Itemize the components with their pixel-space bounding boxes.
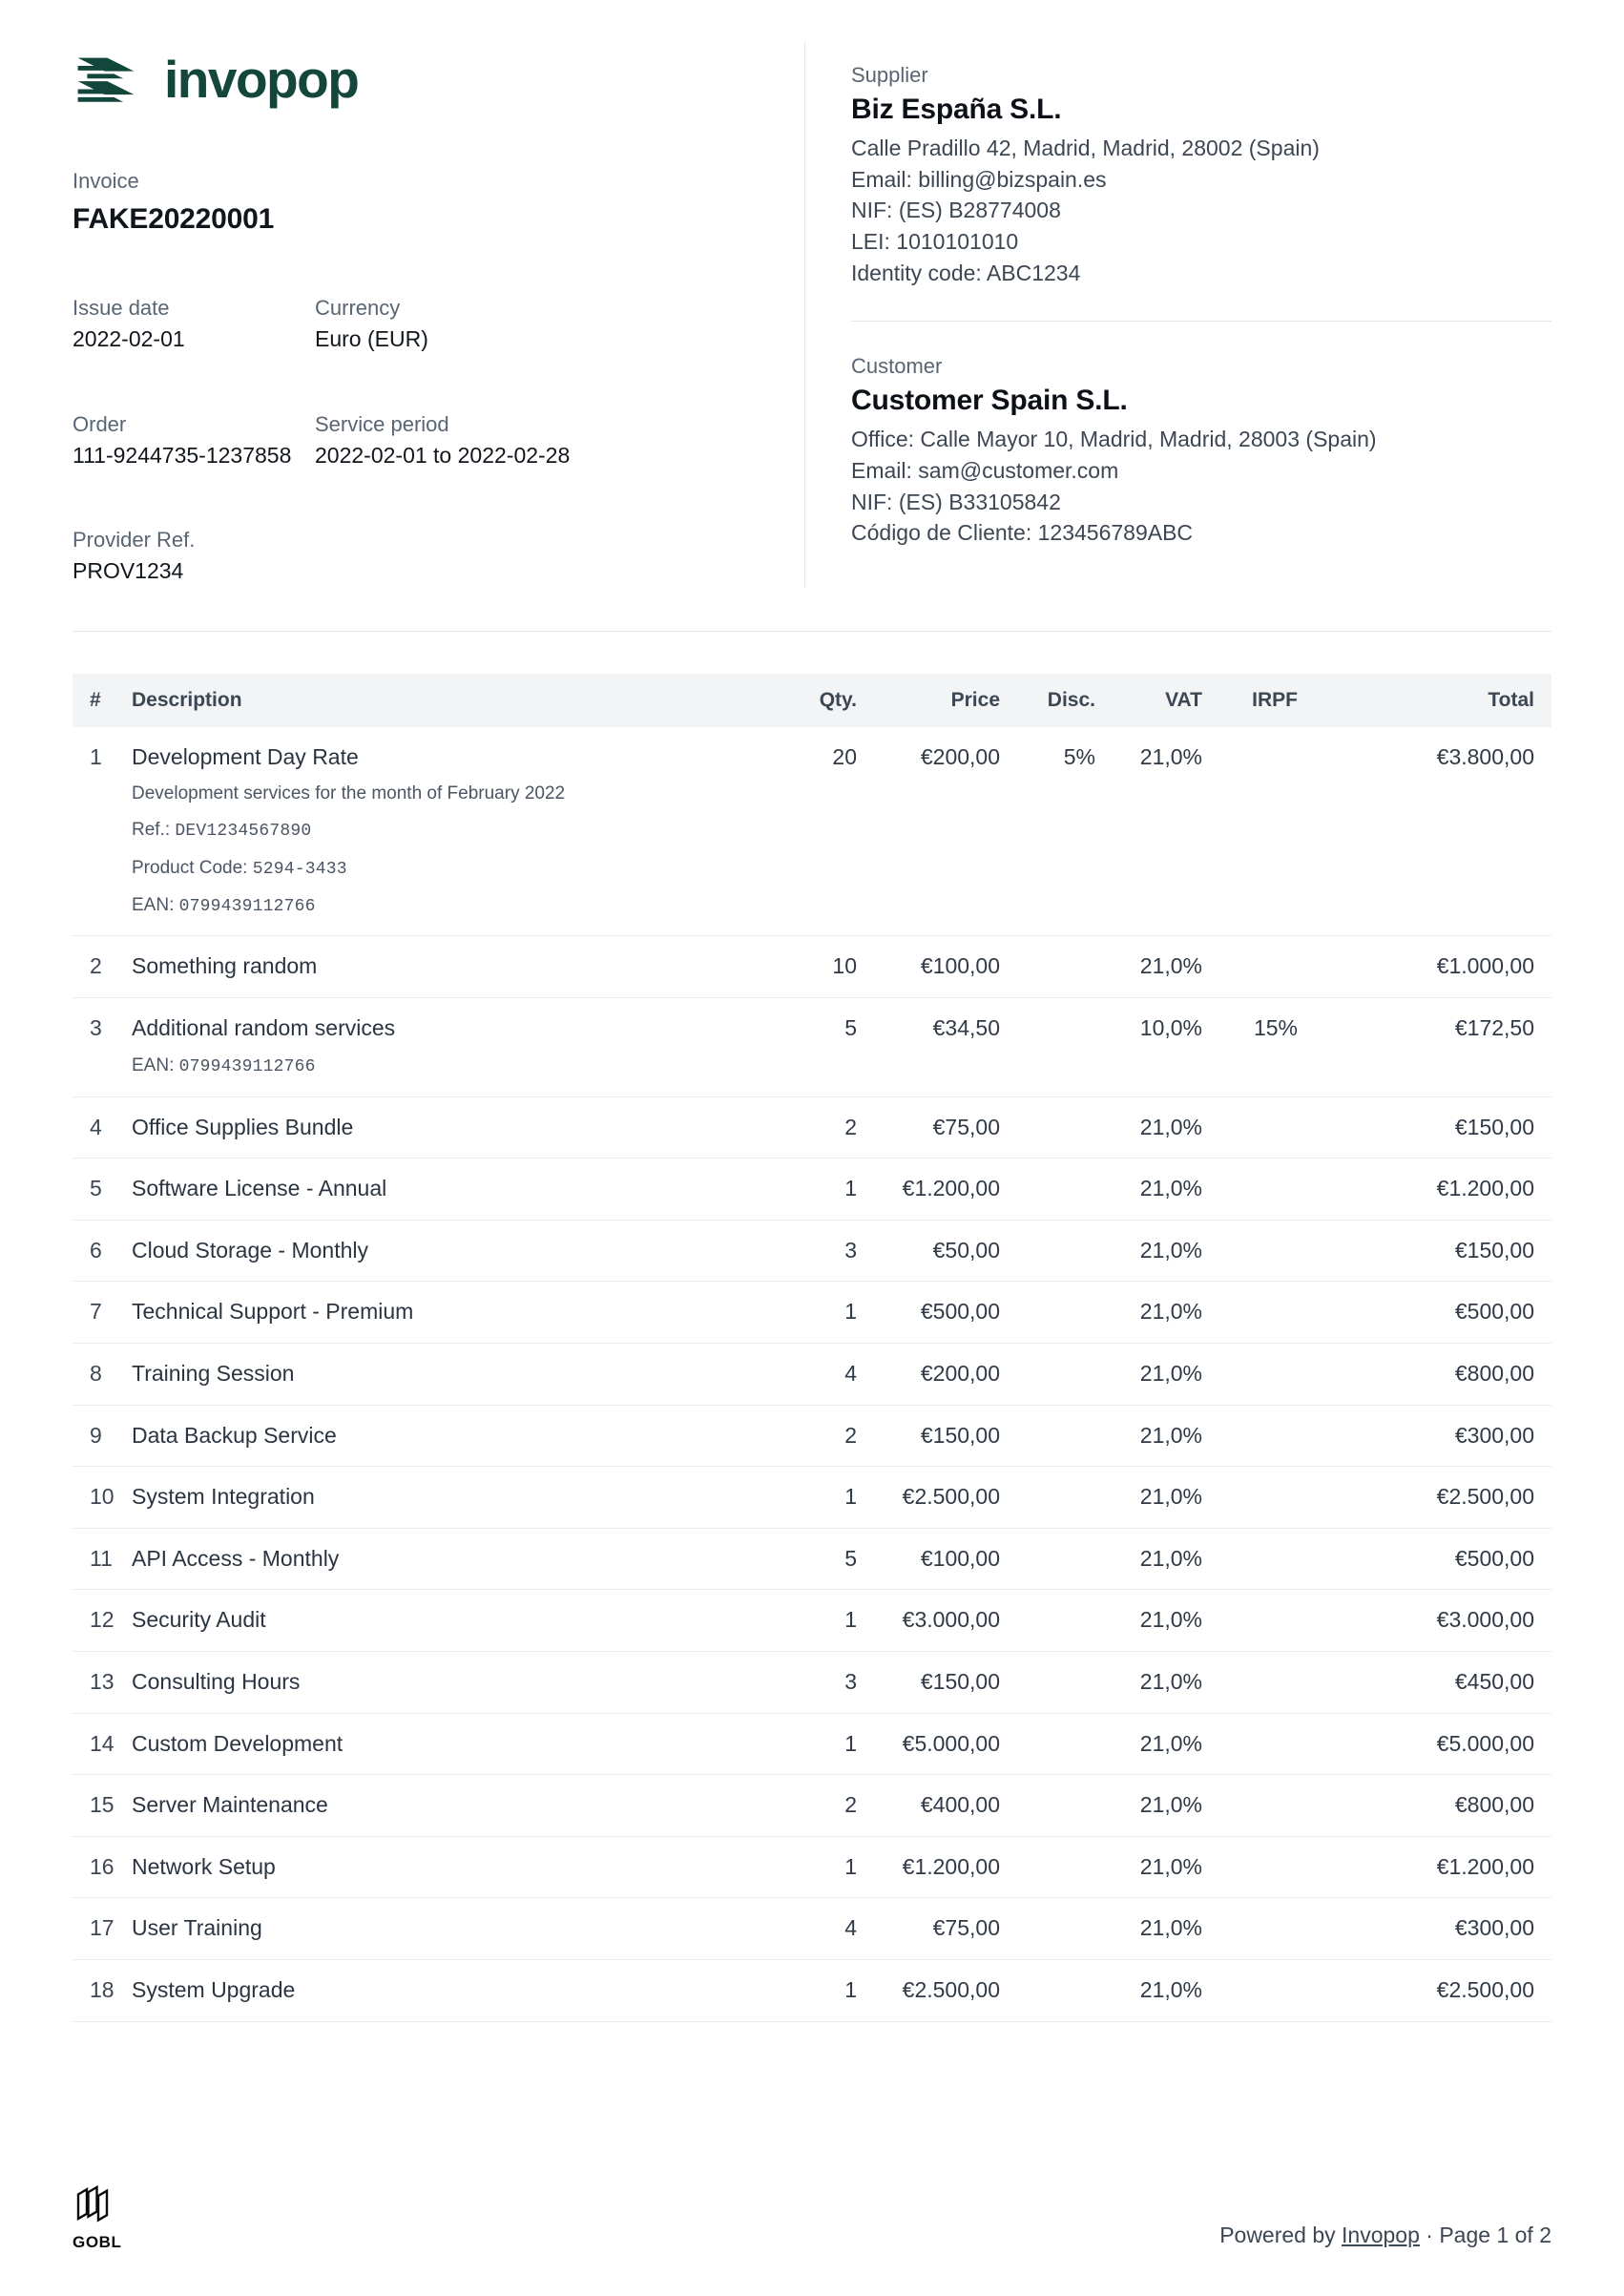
- order-service-row: [73, 409, 766, 471]
- column-header-description: Description: [132, 674, 742, 727]
- item-meta-label: EAN:: [132, 1055, 179, 1076]
- cell-total: €150,00: [1298, 1096, 1551, 1158]
- cell-total: €300,00: [1298, 1405, 1551, 1467]
- cell-discount: [1000, 1713, 1095, 1775]
- item-meta: [132, 818, 742, 843]
- cell-irpf: [1202, 1096, 1298, 1158]
- item-title: Cloud Storage - Monthly: [132, 1237, 369, 1263]
- field-service-period: [315, 409, 570, 471]
- cell-discount: [1000, 1405, 1095, 1467]
- cell-total: €2.500,00: [1298, 1467, 1551, 1529]
- footer-powered-by: [1219, 2223, 1551, 2252]
- cell-irpf: [1202, 1220, 1298, 1282]
- gobl-wordmark: GOBL: [73, 2233, 122, 2251]
- powered-prefix: Powered by: [1219, 2223, 1343, 2247]
- cell-qty: 3: [742, 1652, 857, 1714]
- cell-irpf: [1202, 1775, 1298, 1837]
- supplier-email: Email: billing@bizspain.es: [851, 166, 1107, 192]
- field-currency: [315, 293, 428, 355]
- cell-price: €34,50: [857, 997, 1000, 1096]
- cell-total: €800,00: [1298, 1775, 1551, 1837]
- table-row: [73, 1590, 1551, 1652]
- cell-irpf: [1202, 1960, 1298, 2022]
- cell-discount: [1000, 1960, 1095, 2022]
- table-row: [73, 1836, 1551, 1898]
- cell-total: €3.800,00: [1298, 727, 1551, 936]
- cell-irpf: [1202, 1405, 1298, 1467]
- cell-irpf: 15%: [1202, 997, 1298, 1096]
- item-meta-label: Product Code:: [132, 857, 253, 878]
- cell-line-number: 10: [73, 1467, 132, 1529]
- column-header-price: Price: [857, 674, 1000, 727]
- cell-discount: [1000, 1220, 1095, 1282]
- cell-total: €500,00: [1298, 1528, 1551, 1590]
- cell-qty: 1: [742, 1713, 857, 1775]
- cell-qty: 1: [742, 1282, 857, 1344]
- table-row: [73, 1220, 1551, 1282]
- cell-total: €2.500,00: [1298, 1960, 1551, 2022]
- cell-description: [132, 1775, 742, 1837]
- table-row: [73, 1467, 1551, 1529]
- cell-vat: 21,0%: [1095, 1898, 1202, 1960]
- table-row: [73, 727, 1551, 936]
- field-value: 111-9244735-1237858: [73, 442, 292, 468]
- item-title: Network Setup: [132, 1853, 276, 1879]
- table-row: [73, 1898, 1551, 1960]
- cell-description: [132, 936, 742, 998]
- cell-discount: [1000, 997, 1095, 1096]
- cell-price: €75,00: [857, 1898, 1000, 1960]
- cell-price: €1.200,00: [857, 1158, 1000, 1221]
- cell-line-number: 17: [73, 1898, 132, 1960]
- invoice-code: FAKE20220001: [73, 202, 275, 235]
- cell-discount: [1000, 1590, 1095, 1652]
- cell-line-number: 12: [73, 1590, 132, 1652]
- item-title: Technical Support - Premium: [132, 1299, 414, 1325]
- cell-discount: [1000, 1528, 1095, 1590]
- column-header-total: Total: [1298, 674, 1551, 727]
- cell-vat: 21,0%: [1095, 1713, 1202, 1775]
- cell-vat: 21,0%: [1095, 1775, 1202, 1837]
- cell-price: €5.000,00: [857, 1713, 1000, 1775]
- customer-name: Customer Spain S.L.: [851, 385, 1128, 417]
- supplier-block: [851, 59, 1551, 288]
- field-label: Provider Ref.: [73, 527, 196, 552]
- customer-block: [851, 350, 1551, 549]
- cell-qty: 1: [742, 1960, 857, 2022]
- cell-vat: 21,0%: [1095, 1528, 1202, 1590]
- invoice-code-block: [73, 166, 766, 240]
- header-bottom-divider: [73, 631, 1551, 632]
- parties-column: [804, 42, 1551, 587]
- cell-discount: [1000, 1836, 1095, 1898]
- parties-divider: [851, 321, 1551, 322]
- cell-irpf: [1202, 936, 1298, 998]
- cell-price: €75,00: [857, 1096, 1000, 1158]
- cell-qty: 1: [742, 1158, 857, 1221]
- field-label: Service period: [315, 411, 449, 436]
- table-row: [73, 1344, 1551, 1406]
- item-title: Office Supplies Bundle: [132, 1114, 354, 1139]
- item-meta-label: Ref.:: [132, 820, 176, 841]
- cell-description: [132, 1713, 742, 1775]
- cell-qty: 2: [742, 1775, 857, 1837]
- item-title: Development Day Rate: [132, 744, 359, 770]
- cell-irpf: [1202, 727, 1298, 936]
- cell-total: €1.200,00: [1298, 1158, 1551, 1221]
- cell-irpf: [1202, 1344, 1298, 1406]
- cell-line-number: 16: [73, 1836, 132, 1898]
- field-issue-date: [73, 293, 315, 355]
- cell-total: €300,00: [1298, 1898, 1551, 1960]
- cell-vat: 21,0%: [1095, 1590, 1202, 1652]
- cell-vat: 21,0%: [1095, 1405, 1202, 1467]
- cell-price: €2.500,00: [857, 1960, 1000, 2022]
- item-meta-value: 0799439112766: [178, 896, 316, 916]
- cell-price: €2.500,00: [857, 1467, 1000, 1529]
- cell-discount: [1000, 1467, 1095, 1529]
- field-provider-ref: [73, 525, 195, 587]
- issue-currency-row: [73, 293, 766, 355]
- table-row: [73, 936, 1551, 998]
- cell-qty: 5: [742, 1528, 857, 1590]
- cell-total: €3.000,00: [1298, 1590, 1551, 1652]
- cell-discount: [1000, 1158, 1095, 1221]
- supplier-name: Biz España S.L.: [851, 94, 1062, 125]
- cell-price: €400,00: [857, 1775, 1000, 1837]
- cell-total: €450,00: [1298, 1652, 1551, 1714]
- column-header-num: #: [73, 674, 132, 727]
- cell-discount: [1000, 1652, 1095, 1714]
- cell-description: [132, 1344, 742, 1406]
- table-row: [73, 1096, 1551, 1158]
- cell-qty: 2: [742, 1405, 857, 1467]
- cell-price: €100,00: [857, 1528, 1000, 1590]
- column-header-qty: Qty.: [742, 674, 857, 727]
- table-body: [73, 727, 1551, 2021]
- cell-price: €200,00: [857, 727, 1000, 936]
- field-label: Issue date: [73, 296, 170, 321]
- cell-irpf: [1202, 1528, 1298, 1590]
- cell-total: €800,00: [1298, 1344, 1551, 1406]
- item-meta: [132, 856, 742, 881]
- cell-qty: 3: [742, 1220, 857, 1282]
- cell-line-number: 14: [73, 1713, 132, 1775]
- cell-line-number: 18: [73, 1960, 132, 2022]
- table-row: [73, 997, 1551, 1096]
- cell-line-number: 9: [73, 1405, 132, 1467]
- table-row: [73, 1652, 1551, 1714]
- column-header-irpf: IRPF: [1202, 674, 1298, 727]
- field-label: Currency: [315, 296, 401, 321]
- cell-discount: [1000, 1096, 1095, 1158]
- cell-qty: 1: [742, 1836, 857, 1898]
- customer-code: Código de Cliente: 123456789ABC: [851, 520, 1194, 546]
- field-value: 2022-02-01: [73, 326, 185, 352]
- cell-qty: 4: [742, 1344, 857, 1406]
- cell-line-number: 13: [73, 1652, 132, 1714]
- item-title: Training Session: [132, 1361, 295, 1387]
- brand-logo: [73, 42, 766, 116]
- cell-discount: 5%: [1000, 727, 1095, 936]
- cell-vat: 21,0%: [1095, 1344, 1202, 1406]
- invopop-link[interactable]: Invopop: [1342, 2223, 1420, 2247]
- cell-price: €100,00: [857, 936, 1000, 998]
- item-title: Additional random services: [132, 1014, 396, 1040]
- line-items-table: [73, 674, 1551, 2022]
- cell-description: [132, 1405, 742, 1467]
- cell-discount: [1000, 1344, 1095, 1406]
- cell-vat: 21,0%: [1095, 936, 1202, 998]
- cell-description: [132, 1528, 742, 1590]
- cell-description: [132, 1960, 742, 2022]
- column-header-vat: VAT: [1095, 674, 1202, 727]
- cell-description: [132, 1467, 742, 1529]
- cell-irpf: [1202, 1158, 1298, 1221]
- cell-description: [132, 1220, 742, 1282]
- table-row: [73, 1158, 1551, 1221]
- cell-irpf: [1202, 1652, 1298, 1714]
- table-row: [73, 1960, 1551, 2022]
- cell-line-number: 15: [73, 1775, 132, 1837]
- cell-qty: 1: [742, 1467, 857, 1529]
- item-meta-value: 5294-3433: [252, 859, 347, 879]
- item-title: Custom Development: [132, 1730, 344, 1756]
- table-row: [73, 1405, 1551, 1467]
- item-meta-label: EAN:: [132, 894, 179, 915]
- field-order: [73, 409, 315, 471]
- cell-line-number: 11: [73, 1528, 132, 1590]
- cell-price: €150,00: [857, 1652, 1000, 1714]
- cell-vat: 21,0%: [1095, 1282, 1202, 1344]
- cell-vat: 21,0%: [1095, 1220, 1202, 1282]
- cell-line-number: 4: [73, 1096, 132, 1158]
- cell-vat: 21,0%: [1095, 1652, 1202, 1714]
- cell-line-number: 3: [73, 997, 132, 1096]
- cell-qty: 5: [742, 997, 857, 1096]
- field-value: PROV1234: [73, 557, 184, 583]
- cell-description: [132, 1096, 742, 1158]
- cell-description: [132, 1158, 742, 1221]
- cell-qty: 10: [742, 936, 857, 998]
- item-meta: [132, 893, 742, 918]
- field-value: Euro (EUR): [315, 326, 428, 352]
- invoice-header: [73, 0, 1551, 587]
- item-title: System Integration: [132, 1484, 315, 1510]
- cell-total: €150,00: [1298, 1220, 1551, 1282]
- table-row: [73, 1282, 1551, 1344]
- item-title: System Upgrade: [132, 1977, 296, 2003]
- cell-irpf: [1202, 1590, 1298, 1652]
- cell-discount: [1000, 1282, 1095, 1344]
- item-title: Consulting Hours: [132, 1669, 301, 1695]
- cell-total: €172,50: [1298, 997, 1551, 1096]
- item-title: API Access - Monthly: [132, 1545, 340, 1571]
- table-row: [73, 1528, 1551, 1590]
- item-title: Something random: [132, 953, 318, 979]
- cell-price: €50,00: [857, 1220, 1000, 1282]
- cell-line-number: 8: [73, 1344, 132, 1406]
- item-meta-value: 0799439112766: [178, 1057, 316, 1077]
- cell-line-number: 6: [73, 1220, 132, 1282]
- table-row: [73, 1713, 1551, 1775]
- provider-ref-row: [73, 525, 766, 587]
- field-label: Order: [73, 411, 127, 436]
- cell-discount: [1000, 1775, 1095, 1837]
- cell-vat: 21,0%: [1095, 1467, 1202, 1529]
- cell-description: [132, 727, 742, 936]
- cell-description: [132, 1898, 742, 1960]
- cell-line-number: 7: [73, 1282, 132, 1344]
- page-footer: [73, 2184, 1551, 2252]
- cell-vat: 21,0%: [1095, 1960, 1202, 2022]
- cell-irpf: [1202, 1836, 1298, 1898]
- cell-qty: 4: [742, 1898, 857, 1960]
- table-header-row: [73, 674, 1551, 727]
- cell-total: €5.000,00: [1298, 1713, 1551, 1775]
- cell-line-number: 1: [73, 727, 132, 936]
- cell-irpf: [1202, 1467, 1298, 1529]
- cell-description: [132, 997, 742, 1096]
- cell-irpf: [1202, 1282, 1298, 1344]
- customer-nif: NIF: (ES) B33105842: [851, 489, 1061, 514]
- cell-description: [132, 1590, 742, 1652]
- item-note: Development services for the month of February 2022: [132, 783, 566, 804]
- cell-total: €1.000,00: [1298, 936, 1551, 998]
- cell-description: [132, 1282, 742, 1344]
- cell-price: €3.000,00: [857, 1590, 1000, 1652]
- cell-discount: [1000, 936, 1095, 998]
- customer-label: Customer: [851, 354, 943, 379]
- supplier-identity-code: Identity code: ABC1234: [851, 260, 1081, 285]
- cell-qty: 20: [742, 727, 857, 936]
- cell-total: €1.200,00: [1298, 1836, 1551, 1898]
- item-title: Server Maintenance: [132, 1792, 328, 1818]
- cell-vat: 21,0%: [1095, 727, 1202, 936]
- cell-total: €500,00: [1298, 1282, 1551, 1344]
- table-header: [73, 674, 1551, 727]
- cell-line-number: 5: [73, 1158, 132, 1221]
- supplier-lei: LEI: 1010101010: [851, 228, 1019, 254]
- customer-address: Office: Calle Mayor 10, Madrid, Madrid, 28003 (Spain): [851, 427, 1377, 452]
- gobl-layers-icon: [73, 2184, 118, 2230]
- cell-irpf: [1202, 1898, 1298, 1960]
- customer-email: Email: sam@customer.com: [851, 457, 1119, 483]
- cell-vat: 21,0%: [1095, 1096, 1202, 1158]
- cell-price: €200,00: [857, 1344, 1000, 1406]
- cell-price: €150,00: [857, 1405, 1000, 1467]
- invopop-layers-icon: [73, 46, 139, 113]
- item-meta: [132, 1054, 742, 1078]
- cell-description: [132, 1652, 742, 1714]
- cell-line-number: 2: [73, 936, 132, 998]
- item-title: User Training: [132, 1915, 262, 1941]
- invoice-label: Invoice: [73, 169, 139, 193]
- field-value: 2022-02-01 to 2022-02-28: [315, 442, 571, 468]
- supplier-address: Calle Pradillo 42, Madrid, Madrid, 28002 (Spain): [851, 136, 1320, 160]
- item-title: Security Audit: [132, 1607, 266, 1633]
- header-left-column: [73, 42, 804, 587]
- item-title: Data Backup Service: [132, 1422, 337, 1448]
- column-header-disc: Disc.: [1000, 674, 1095, 727]
- cell-vat: 10,0%: [1095, 997, 1202, 1096]
- cell-description: [132, 1836, 742, 1898]
- cell-qty: 2: [742, 1096, 857, 1158]
- cell-price: €500,00: [857, 1282, 1000, 1344]
- cell-irpf: [1202, 1713, 1298, 1775]
- supplier-nif: NIF: (ES) B28774008: [851, 198, 1061, 223]
- supplier-label: Supplier: [851, 63, 928, 87]
- cell-vat: 21,0%: [1095, 1836, 1202, 1898]
- table-row: [73, 1775, 1551, 1837]
- brand-name: invopop: [164, 49, 359, 109]
- page-indicator: · Page 1 of 2: [1419, 2223, 1551, 2247]
- gobl-logo: [73, 2184, 132, 2252]
- item-title: Software License - Annual: [132, 1176, 387, 1201]
- cell-vat: 21,0%: [1095, 1158, 1202, 1221]
- cell-price: €1.200,00: [857, 1836, 1000, 1898]
- cell-qty: 1: [742, 1590, 857, 1652]
- cell-discount: [1000, 1898, 1095, 1960]
- item-meta-value: DEV1234567890: [175, 822, 312, 842]
